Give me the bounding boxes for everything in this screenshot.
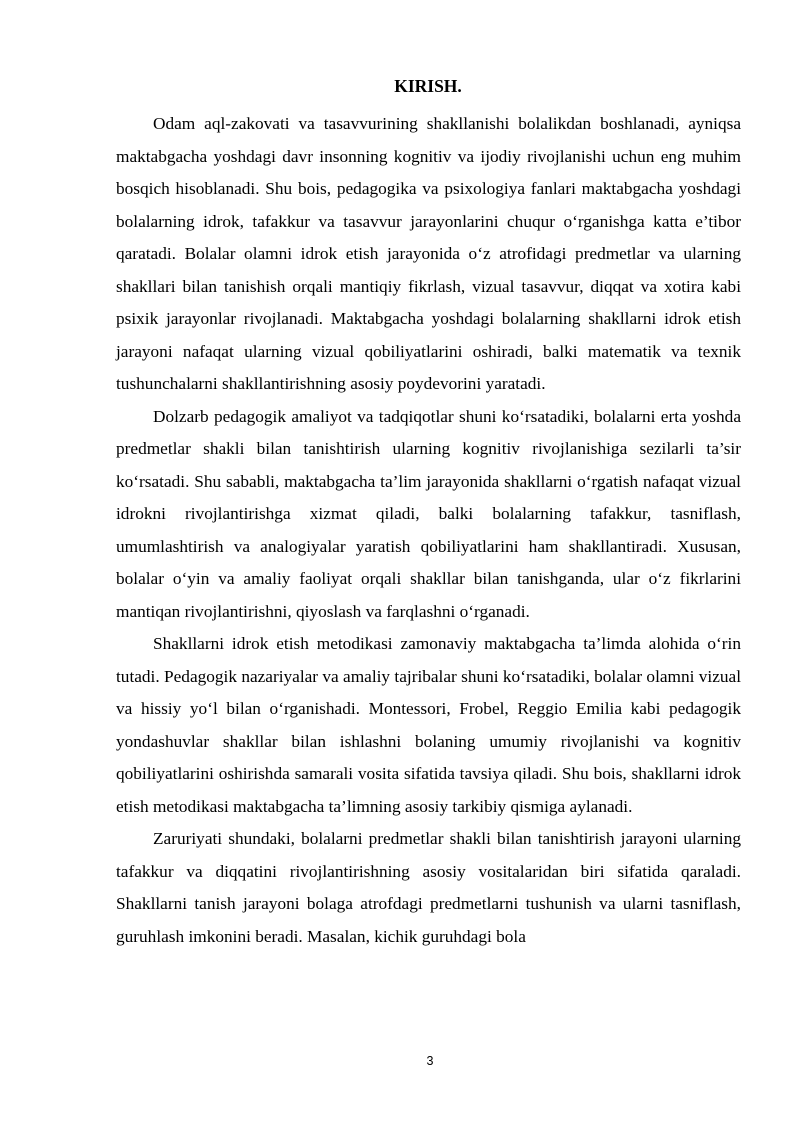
paragraph-3: Shakllarni idrok etish metodikasi zamonaviy maktabgacha ta’limda alohida o‘rin tutadi. Pedagogik nazariyalar va amaliy tajribalar shuni ko‘rsatadiki, bolalar olamni vizual va hissiy yo‘l bilan o‘rganishadi. Montessori, Frobel, Reggio Emilia kabi pedagogik yondashuvlar shakllar bilan ishlashni bolaning umumiy rivojlanishi va kognitiv qobiliyatlarini oshirishda samarali vosita sifatida tavsiya qiladi. Shu bois, shakllarni idrok etish metodikasi maktabgacha ta’limning asosiy tarkibiy qismiga aylanadi. (116, 634, 741, 816)
paragraph-1: Odam aql-zakovati va tasavvurining shakllanishi bolalikdan boshlanadi, ayniqsa maktabgacha yoshdagi davr insonning kognitiv va ijodiy rivojlanishi uchun eng muhim bosqich hisoblanadi. Shu bois, pedagogika va psixologiya fanlari maktabgacha yoshdagi bolalarning idrok, tafakkur va tasavvur jarayonlarini chuqur o‘rganishga katta e’tibor qaratadi. Bolalar olamni idrok etish jarayonida o‘z atrofidagi predmetlar va ularning shakllari bilan tanishish orqali mantiqiy fikrlash, vizual tasavvur, diqqat va xotira kabi psixik jarayonlar rivojlanadi. Maktabgacha yoshdagi bolalarning shakllarni idrok etish jarayoni nafaqat ularning vizual qobiliyatlarini oshiradi, balki matematik va texnik tushunchalarni shakllantirishning asosiy poydevorini yaratadi. (116, 114, 741, 393)
page-number: 3 (426, 1054, 434, 1068)
page-title: KIRISH. (394, 76, 462, 96)
paragraph-2: Dolzarb pedagogik amaliyot va tadqiqotlar shuni ko‘rsatadiki, bolalarni erta yoshda predmetlar shakli bilan tanishtirish ularning kognitiv rivojlanishiga sezilarli ta’sir ko‘rsatadi. Shu sababli, maktabgacha ta’lim jarayonida shakllarni o‘rgatish nafaqat vizual idrokni rivojlantirishga xizmat qiladi, balki bolalarning tafakkur, tasniflash, umumlashtirish va analogiyalar yaratish qobiliyatlarini ham shakllantiradi. Xususan, bolalar o‘yin va amaliy faoliyat orqali shakllar bilan tanishganda, ular o‘z fikrlarini mantiqan rivojlantirishni, qiyoslash va farqlashni o‘rganadi. (116, 406, 741, 621)
paragraph-4: Zaruriyati shundaki, bolalarni predmetlar shakli bilan tanishtirish jarayoni ularning tafakkur va diqqatini rivojlantirishning asosiy vositalaridan biri sifatida qaraladi. Shakllarni tanish jarayoni bolaga atrofdagi predmetlarni tushunish va ularni tasniflash, guruhlash imkonini beradi. Masalan, kichik guruhdagi bola (116, 829, 741, 946)
body-text (116, 108, 741, 953)
